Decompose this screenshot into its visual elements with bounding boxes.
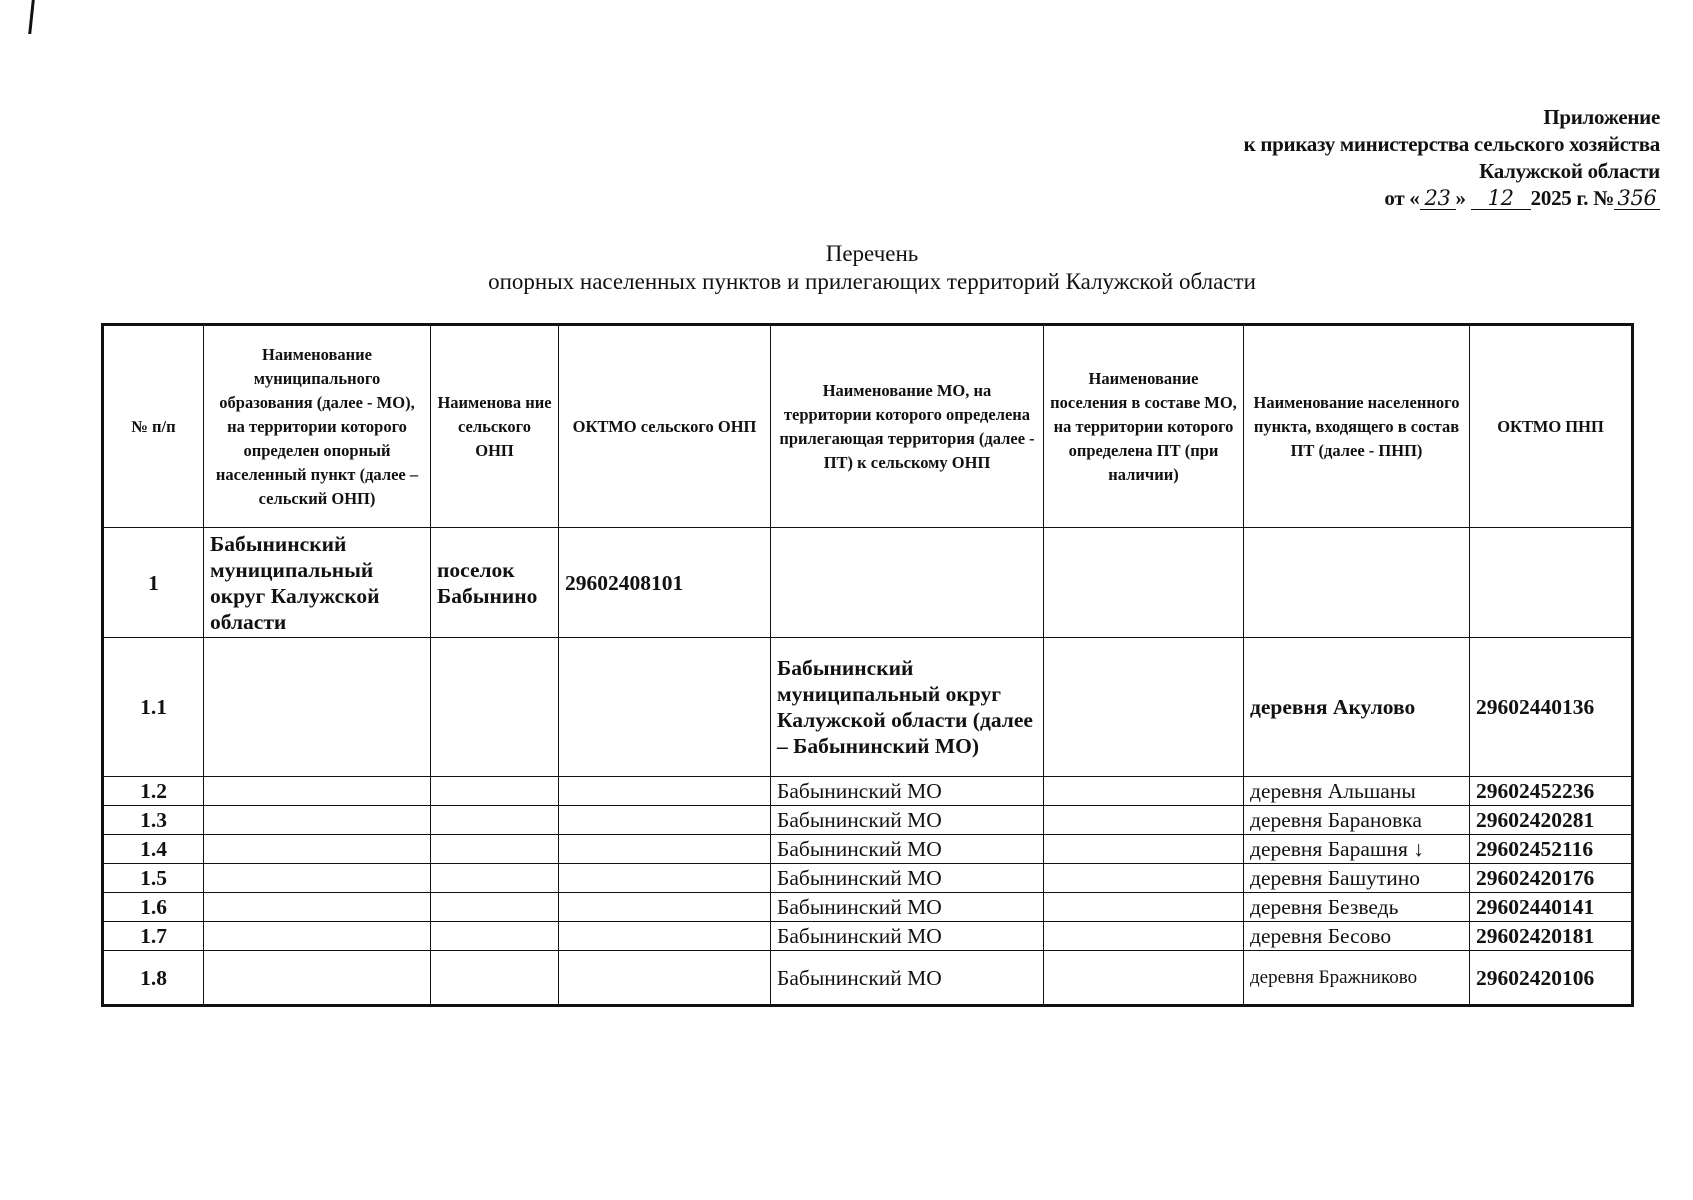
title-line-2: опорных населенных пунктов и прилегающих территорий Калужской области bbox=[488, 269, 1256, 294]
settlement-name bbox=[1044, 922, 1244, 951]
appendix-region: Калужской области bbox=[1479, 159, 1660, 183]
settlement-name bbox=[1044, 893, 1244, 922]
row-number: 1.5 bbox=[103, 864, 204, 893]
onp-name bbox=[431, 893, 559, 922]
oktmo-pnp: 29602440136 bbox=[1470, 638, 1633, 777]
row-number: 1.6 bbox=[103, 893, 204, 922]
date-prefix: от « bbox=[1384, 186, 1420, 210]
oktmo-pnp: 29602452116 bbox=[1470, 835, 1633, 864]
mo-name bbox=[204, 922, 431, 951]
onp-name bbox=[431, 864, 559, 893]
row-number: 1.1 bbox=[103, 638, 204, 777]
oktmo-onp bbox=[559, 835, 771, 864]
appendix-block bbox=[1244, 104, 1660, 212]
date-year: 2025 г. № bbox=[1530, 186, 1614, 210]
row-number: 1.7 bbox=[103, 922, 204, 951]
mo-name bbox=[204, 893, 431, 922]
mo-pt-name: Бабынинский МО bbox=[771, 777, 1044, 806]
mo-pt-name bbox=[771, 528, 1044, 638]
pnp-name: деревня Безведь bbox=[1244, 893, 1470, 922]
mo-name: Бабынинский муниципальный округ Калужской области bbox=[204, 528, 431, 638]
onp-name bbox=[431, 835, 559, 864]
table-row bbox=[103, 922, 1633, 951]
settlement-name bbox=[1044, 777, 1244, 806]
table-row bbox=[103, 806, 1633, 835]
oktmo-pnp: 29602420181 bbox=[1470, 922, 1633, 951]
pnp-name bbox=[1244, 528, 1470, 638]
oktmo-onp bbox=[559, 893, 771, 922]
table-row bbox=[103, 777, 1633, 806]
settlement-name bbox=[1044, 835, 1244, 864]
oktmo-pnp bbox=[1470, 528, 1633, 638]
title-line-1: Перечень bbox=[825, 241, 919, 266]
header-cell: ОКТМО сельского ОНП bbox=[559, 325, 771, 528]
oktmo-pnp: 29602420106 bbox=[1470, 951, 1633, 1006]
table-header-row bbox=[103, 325, 1633, 528]
header-cell: Наименование поселения в составе МО, на территории которого определена ПТ (при наличии) bbox=[1044, 325, 1244, 528]
row-number: 1.4 bbox=[103, 835, 204, 864]
header-cell: Наименование МО, на территории которого определена прилегающая территория (далее - ПТ) к сельскому ОНП bbox=[771, 325, 1044, 528]
mo-pt-name: Бабынинский МО bbox=[771, 864, 1044, 893]
pnp-name: деревня Бесово bbox=[1244, 922, 1470, 951]
mo-name bbox=[204, 777, 431, 806]
onp-name bbox=[431, 922, 559, 951]
oktmo-pnp: 29602420281 bbox=[1470, 806, 1633, 835]
table-row bbox=[103, 893, 1633, 922]
mo-name bbox=[204, 835, 431, 864]
row-number: 1.8 bbox=[103, 951, 204, 1006]
settlement-name bbox=[1044, 951, 1244, 1006]
mo-pt-name: Бабынинский МО bbox=[771, 922, 1044, 951]
onp-name: поселок Бабынино bbox=[431, 528, 559, 638]
handwritten-order-number: 356 bbox=[1614, 187, 1660, 210]
header-cell: Наименование населенного пункта, входящего в состав ПТ (далее - ПНП) bbox=[1244, 325, 1470, 528]
mo-pt-name: Бабынинский МО bbox=[771, 835, 1044, 864]
oktmo-onp bbox=[559, 922, 771, 951]
pnp-name: деревня Барашня ↓ bbox=[1244, 835, 1470, 864]
handwritten-month: 12 bbox=[1471, 187, 1531, 210]
mo-name bbox=[204, 638, 431, 777]
header-cell: Наименование муниципального образования (далее - МО), на территории которого определен опорный населенный пункт (далее – сельский ОНП) bbox=[204, 325, 431, 528]
handwritten-day: 23 bbox=[1420, 187, 1456, 210]
oktmo-onp bbox=[559, 638, 771, 777]
table-row bbox=[103, 638, 1633, 777]
header-cell: ОКТМО ПНП bbox=[1470, 325, 1633, 528]
mo-name bbox=[204, 864, 431, 893]
margin-mark bbox=[28, 0, 35, 34]
appendix-title: Приложение bbox=[1543, 105, 1660, 129]
settlements-table bbox=[101, 323, 1634, 1007]
onp-name bbox=[431, 638, 559, 777]
appendix-date-line bbox=[1244, 185, 1660, 212]
oktmo-pnp: 29602420176 bbox=[1470, 864, 1633, 893]
onp-name bbox=[431, 951, 559, 1006]
onp-name bbox=[431, 777, 559, 806]
table-row bbox=[103, 951, 1633, 1006]
settlement-name bbox=[1044, 638, 1244, 777]
header-cell: № п/п bbox=[103, 325, 204, 528]
pnp-name: деревня Барановка bbox=[1244, 806, 1470, 835]
oktmo-onp bbox=[559, 864, 771, 893]
mo-name bbox=[204, 806, 431, 835]
row-number: 1.2 bbox=[103, 777, 204, 806]
document-title bbox=[0, 240, 1693, 296]
row-number: 1 bbox=[103, 528, 204, 638]
oktmo-pnp: 29602440141 bbox=[1470, 893, 1633, 922]
mo-name bbox=[204, 951, 431, 1006]
mo-pt-name: Бабынинский муниципальный округ Калужской области (далее – Бабынинский МО) bbox=[771, 638, 1044, 777]
table-row bbox=[103, 528, 1633, 638]
table-row bbox=[103, 835, 1633, 864]
settlement-name bbox=[1044, 528, 1244, 638]
row-number: 1.3 bbox=[103, 806, 204, 835]
oktmo-onp bbox=[559, 777, 771, 806]
oktmo-onp bbox=[559, 806, 771, 835]
oktmo-onp bbox=[559, 951, 771, 1006]
header-cell: Наименова ние сельского ОНП bbox=[431, 325, 559, 528]
mo-pt-name: Бабынинский МО bbox=[771, 893, 1044, 922]
settlement-name bbox=[1044, 864, 1244, 893]
onp-name bbox=[431, 806, 559, 835]
pnp-name: деревня Бражниково bbox=[1244, 951, 1470, 1006]
mo-pt-name: Бабынинский МО bbox=[771, 806, 1044, 835]
settlement-name bbox=[1044, 806, 1244, 835]
table-row bbox=[103, 864, 1633, 893]
date-quote: » bbox=[1455, 186, 1466, 210]
oktmo-pnp: 29602452236 bbox=[1470, 777, 1633, 806]
oktmo-onp: 29602408101 bbox=[559, 528, 771, 638]
pnp-name: деревня Акулово bbox=[1244, 638, 1470, 777]
mo-pt-name: Бабынинский МО bbox=[771, 951, 1044, 1006]
pnp-name: деревня Башутино bbox=[1244, 864, 1470, 893]
pnp-name: деревня Альшаны bbox=[1244, 777, 1470, 806]
appendix-order-ref: к приказу министерства сельского хозяйства bbox=[1243, 132, 1660, 156]
